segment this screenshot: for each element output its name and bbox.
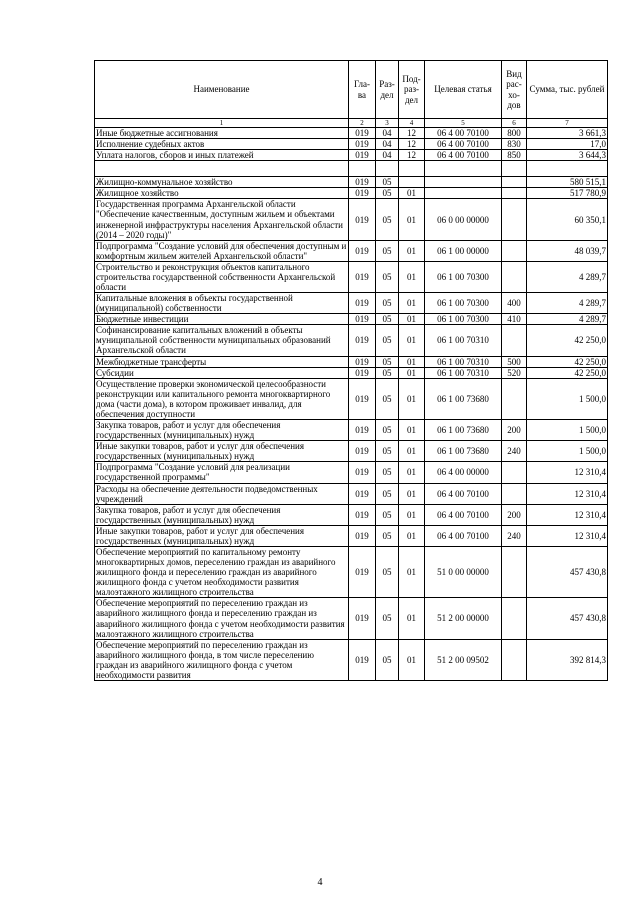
table-row	[95, 420, 608, 441]
row-glava: 019	[349, 504, 376, 525]
row-name: Обеспечение мероприятий по капитальному ремонту многоквартирных домов, переселению граждан из аварийного жилищного фонда и переселению граждан из аварийного жилищного фонда с учетом необходимости развития малоэтажного жилищного строительства	[95, 546, 349, 597]
header-name: Наименование	[95, 61, 349, 119]
table-row	[95, 378, 608, 419]
header-row	[95, 61, 608, 119]
row-expense-type	[502, 199, 527, 240]
row-target-article	[425, 188, 502, 199]
row-expense-type: 850	[502, 150, 527, 161]
row-name: Иные закупки товаров, работ и услуг для обеспечения государственных (муниципальных) нужд	[95, 525, 349, 546]
row-glava: 019	[349, 441, 376, 462]
row-amount: 42 250,0	[527, 367, 608, 378]
table-body	[95, 128, 608, 681]
row-razdel: 05	[376, 504, 399, 525]
row-podrazdel: 01	[399, 261, 425, 292]
row-podrazdel: 12	[399, 150, 425, 161]
row-razdel: 05	[376, 483, 399, 504]
header-glava: Гла-ва	[349, 61, 376, 119]
row-name: Межбюджетные трансферты	[95, 356, 349, 367]
row-podrazdel: 01	[399, 199, 425, 240]
empty-cell	[502, 161, 527, 177]
table-row	[95, 150, 608, 161]
row-expense-type: 830	[502, 139, 527, 150]
row-expense-type: 240	[502, 441, 527, 462]
row-expense-type: 800	[502, 128, 527, 139]
header-amount: Сумма, тыс. рублей	[527, 61, 608, 119]
row-razdel: 04	[376, 139, 399, 150]
row-podrazdel	[399, 177, 425, 188]
header-podrazdel: Под-раз-дел	[399, 61, 425, 119]
row-expense-type: 520	[502, 367, 527, 378]
row-amount: 12 310,4	[527, 525, 608, 546]
row-razdel: 05	[376, 325, 399, 356]
row-razdel: 05	[376, 240, 399, 261]
row-target-article: 06 1 00 70300	[425, 261, 502, 292]
row-expense-type	[502, 261, 527, 292]
row-amount: 4 289,7	[527, 314, 608, 325]
row-target-article: 06 4 00 70100	[425, 139, 502, 150]
row-name: Бюджетные инвестиции	[95, 314, 349, 325]
row-amount: 60 350,1	[527, 199, 608, 240]
row-name: Жилищное хозяйство	[95, 188, 349, 199]
row-target-article: 06 1 00 70300	[425, 293, 502, 314]
table-row	[95, 325, 608, 356]
row-razdel: 05	[376, 546, 399, 597]
row-amount: 1 500,0	[527, 378, 608, 419]
row-razdel: 05	[376, 356, 399, 367]
row-target-article: 06 1 00 70300	[425, 314, 502, 325]
header-target-article: Целевая статья	[425, 61, 502, 119]
row-name: Иные закупки товаров, работ и услуг для обеспечения государственных (муниципальных) нужд	[95, 441, 349, 462]
row-razdel: 04	[376, 128, 399, 139]
row-expense-type: 200	[502, 420, 527, 441]
row-glava: 019	[349, 139, 376, 150]
row-amount: 48 039,7	[527, 240, 608, 261]
row-amount: 12 310,4	[527, 462, 608, 483]
row-target-article: 06 1 00 70310	[425, 356, 502, 367]
row-name: Закупка товаров, работ и услуг для обеспечения государственных (муниципальных) нужд	[95, 420, 349, 441]
row-amount: 17,0	[527, 139, 608, 150]
row-name: Исполнение судебных актов	[95, 139, 349, 150]
row-podrazdel: 01	[399, 441, 425, 462]
table-row	[95, 639, 608, 680]
row-razdel: 05	[376, 188, 399, 199]
row-razdel: 05	[376, 314, 399, 325]
row-glava: 019	[349, 150, 376, 161]
column-number: 2	[349, 119, 376, 128]
row-glava: 019	[349, 483, 376, 504]
row-razdel: 05	[376, 525, 399, 546]
row-name: Обеспечение мероприятий по переселению граждан из аварийного жилищного фонда и переселению граждан из аварийного жилищного фонда с учетом необходимости развития малоэтажного жилищного строительства	[95, 598, 349, 639]
row-expense-type	[502, 462, 527, 483]
row-podrazdel: 12	[399, 128, 425, 139]
row-razdel: 05	[376, 177, 399, 188]
row-glava: 019	[349, 199, 376, 240]
row-target-article: 06 1 00 00000	[425, 240, 502, 261]
row-name: Расходы на обеспечение деятельности подведомственных учреждений	[95, 483, 349, 504]
row-name: Закупка товаров, работ и услуг для обеспечения государственных (муниципальных) нужд	[95, 504, 349, 525]
row-podrazdel: 01	[399, 188, 425, 199]
row-podrazdel: 01	[399, 420, 425, 441]
row-target-article: 06 4 00 00000	[425, 462, 502, 483]
table-row	[95, 483, 608, 504]
table-row	[95, 504, 608, 525]
row-glava: 019	[349, 128, 376, 139]
row-glava: 019	[349, 598, 376, 639]
row-name: Иные бюджетные ассигнования	[95, 128, 349, 139]
row-podrazdel: 01	[399, 525, 425, 546]
column-number: 7	[527, 119, 608, 128]
row-glava: 019	[349, 546, 376, 597]
row-podrazdel: 01	[399, 504, 425, 525]
row-razdel: 05	[376, 639, 399, 680]
row-glava: 019	[349, 420, 376, 441]
row-glava: 019	[349, 293, 376, 314]
row-amount: 12 310,4	[527, 504, 608, 525]
row-podrazdel: 01	[399, 356, 425, 367]
row-razdel: 05	[376, 420, 399, 441]
row-target-article: 06 4 00 70100	[425, 525, 502, 546]
row-glava: 019	[349, 378, 376, 419]
row-glava: 019	[349, 367, 376, 378]
row-amount: 1 500,0	[527, 420, 608, 441]
row-expense-type: 410	[502, 314, 527, 325]
row-target-article: 06 4 00 70100	[425, 128, 502, 139]
row-glava: 019	[349, 261, 376, 292]
row-name: Обеспечение мероприятий по переселению граждан из аварийного жилищного фонда, в том числе переселению граждан из аварийного жилищного фонда с учетом необходимости развития	[95, 639, 349, 680]
table-row	[95, 240, 608, 261]
row-razdel: 04	[376, 150, 399, 161]
row-razdel: 05	[376, 441, 399, 462]
row-amount: 12 310,4	[527, 483, 608, 504]
row-amount: 1 500,0	[527, 441, 608, 462]
page-number: 4	[317, 877, 323, 888]
row-target-article: 06 1 00 73680	[425, 420, 502, 441]
spacer-row	[95, 161, 608, 177]
row-target-article: 06 4 00 70100	[425, 504, 502, 525]
row-target-article: 51 0 00 00000	[425, 546, 502, 597]
row-razdel: 05	[376, 598, 399, 639]
table-row	[95, 356, 608, 367]
row-name: Жилищно-коммунальное хозяйство	[95, 177, 349, 188]
row-glava: 019	[349, 325, 376, 356]
row-amount: 392 814,3	[527, 639, 608, 680]
row-expense-type: 200	[502, 504, 527, 525]
row-amount: 3 644,3	[527, 150, 608, 161]
row-target-article: 06 1 00 70310	[425, 325, 502, 356]
table-row	[95, 128, 608, 139]
row-podrazdel: 01	[399, 598, 425, 639]
row-glava: 019	[349, 462, 376, 483]
column-number: 5	[425, 119, 502, 128]
row-name: Софинансирование капитальных вложений в объекты муниципальной собственности муниципальных образований Архангельской области	[95, 325, 349, 356]
row-glava: 019	[349, 177, 376, 188]
row-expense-type	[502, 483, 527, 504]
row-name: Государственная программа Архангельской области "Обеспечение качественным, доступным жильем и объектами инженерной инфраструктуры населения Архангельской области (2014 – 2020 годы)"	[95, 199, 349, 240]
row-amount: 42 250,0	[527, 356, 608, 367]
table-row	[95, 441, 608, 462]
empty-cell	[527, 161, 608, 177]
column-number: 4	[399, 119, 425, 128]
row-target-article: 06 4 00 70100	[425, 483, 502, 504]
row-target-article: 06 4 00 70100	[425, 150, 502, 161]
row-expense-type	[502, 546, 527, 597]
row-razdel: 05	[376, 378, 399, 419]
table-row	[95, 314, 608, 325]
table-row	[95, 188, 608, 199]
row-podrazdel: 01	[399, 483, 425, 504]
row-podrazdel: 12	[399, 139, 425, 150]
table-row	[95, 525, 608, 546]
header-razdel: Раз-дел	[376, 61, 399, 119]
row-glava: 019	[349, 639, 376, 680]
row-name: Субсидии	[95, 367, 349, 378]
header-expense-type: Вид рас-хо-дов	[502, 61, 527, 119]
row-podrazdel: 01	[399, 546, 425, 597]
row-podrazdel: 01	[399, 367, 425, 378]
row-glava: 019	[349, 188, 376, 199]
row-expense-type	[502, 325, 527, 356]
row-glava: 019	[349, 314, 376, 325]
row-amount: 457 430,8	[527, 546, 608, 597]
row-amount: 517 780,9	[527, 188, 608, 199]
table-row	[95, 546, 608, 597]
row-name: Подпрограмма "Создание условий для реализации государственной программы"	[95, 462, 349, 483]
row-expense-type	[502, 639, 527, 680]
row-razdel: 05	[376, 293, 399, 314]
row-amount: 457 430,8	[527, 598, 608, 639]
table-row	[95, 177, 608, 188]
row-podrazdel: 01	[399, 325, 425, 356]
empty-cell	[399, 161, 425, 177]
row-amount: 42 250,0	[527, 325, 608, 356]
column-number: 3	[376, 119, 399, 128]
column-number-row	[95, 119, 608, 128]
row-podrazdel: 01	[399, 314, 425, 325]
row-name: Подпрограмма "Создание условий для обеспечения доступным и комфортным жильем жителей Архангельской области"	[95, 240, 349, 261]
table-row	[95, 367, 608, 378]
row-glava: 019	[349, 240, 376, 261]
row-podrazdel: 01	[399, 462, 425, 483]
row-razdel: 05	[376, 261, 399, 292]
table-row	[95, 598, 608, 639]
row-target-article: 51 2 00 00000	[425, 598, 502, 639]
row-podrazdel: 01	[399, 378, 425, 419]
row-expense-type	[502, 240, 527, 261]
row-amount: 4 289,7	[527, 261, 608, 292]
empty-cell	[95, 161, 349, 177]
row-target-article: 06 1 00 70310	[425, 367, 502, 378]
row-expense-type	[502, 378, 527, 419]
row-target-article: 06 1 00 73680	[425, 441, 502, 462]
row-name: Строительство и реконструкция объектов капитального строительства государственной собственности Архангельской области	[95, 261, 349, 292]
row-razdel: 05	[376, 199, 399, 240]
row-amount: 580 515,1	[527, 177, 608, 188]
row-podrazdel: 01	[399, 240, 425, 261]
table-row	[95, 199, 608, 240]
row-podrazdel: 01	[399, 293, 425, 314]
row-glava: 019	[349, 525, 376, 546]
row-expense-type: 400	[502, 293, 527, 314]
row-target-article	[425, 177, 502, 188]
row-glava: 019	[349, 356, 376, 367]
empty-cell	[349, 161, 376, 177]
row-razdel: 05	[376, 367, 399, 378]
column-number: 6	[502, 119, 527, 128]
empty-cell	[376, 161, 399, 177]
empty-cell	[425, 161, 502, 177]
row-target-article: 06 1 00 73680	[425, 378, 502, 419]
row-expense-type: 240	[502, 525, 527, 546]
table-row	[95, 139, 608, 150]
row-name: Осуществление проверки экономической целесообразности реконструкции или капитального ремонта многоквартирного дома (части дома), в котором проживает инвалид, для обеспечения доступности	[95, 378, 349, 419]
column-number: 1	[95, 119, 349, 128]
row-name: Уплата налогов, сборов и иных платежей	[95, 150, 349, 161]
table-row	[95, 462, 608, 483]
table-row	[95, 261, 608, 292]
row-podrazdel: 01	[399, 639, 425, 680]
row-amount: 4 289,7	[527, 293, 608, 314]
row-target-article: 06 0 00 00000	[425, 199, 502, 240]
table-row	[95, 293, 608, 314]
row-expense-type	[502, 177, 527, 188]
row-razdel: 05	[376, 462, 399, 483]
row-expense-type	[502, 188, 527, 199]
row-amount: 3 661,3	[527, 128, 608, 139]
row-expense-type	[502, 598, 527, 639]
row-name: Капитальные вложения в объекты государственной (муниципальной) собственности	[95, 293, 349, 314]
row-expense-type: 500	[502, 356, 527, 367]
budget-table	[94, 60, 608, 681]
row-target-article: 51 2 00 09502	[425, 639, 502, 680]
